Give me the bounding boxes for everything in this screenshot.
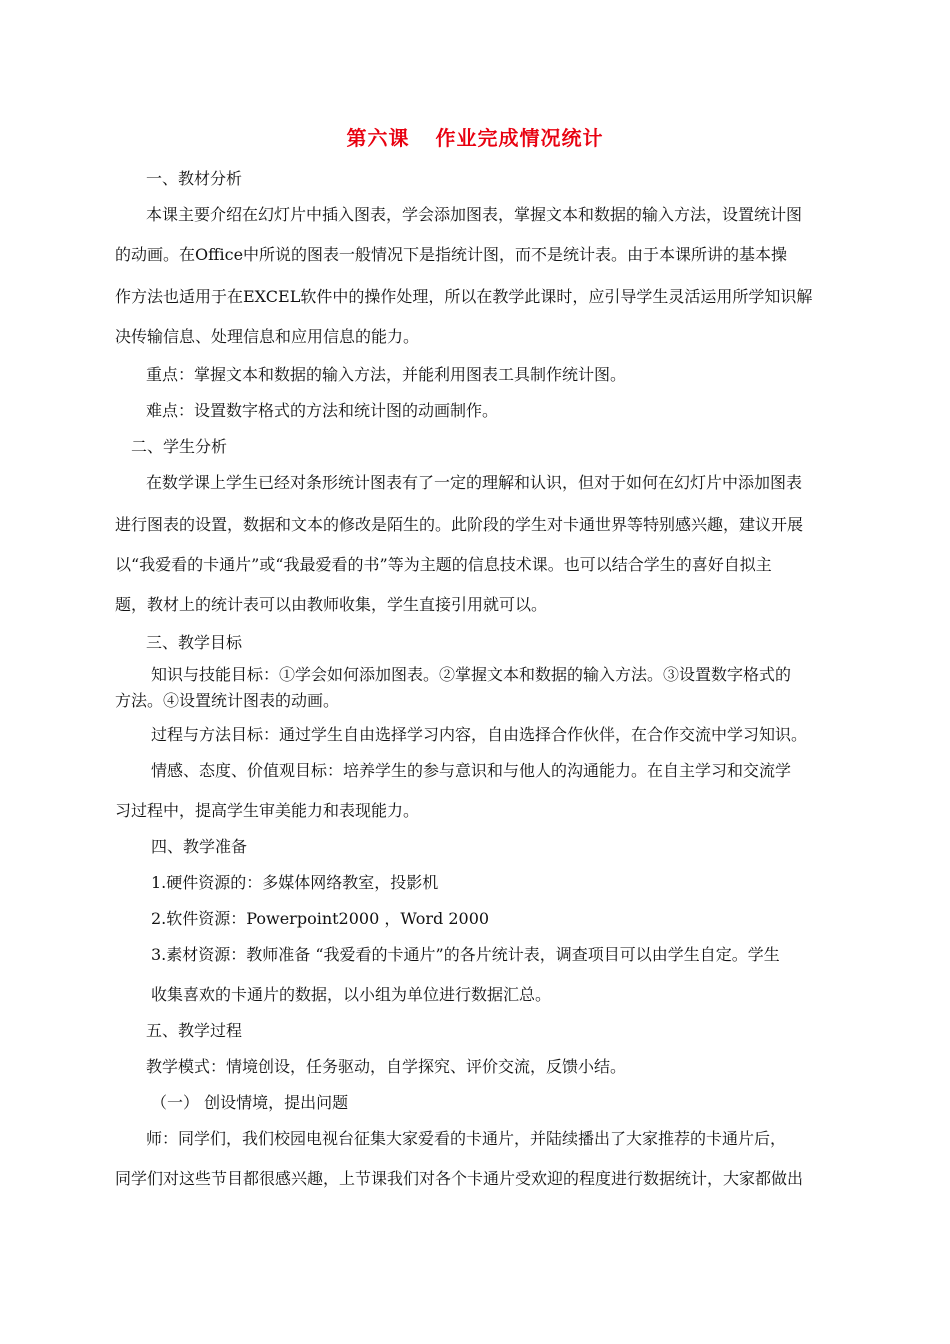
- heading-teaching-process: 五、教学过程: [146, 1021, 243, 1040]
- paragraph-line: 作方法也适用于在EXCEL软件中的操作处理，所以在教学此课时，应引导学生灵活运用所学知识解: [115, 287, 813, 306]
- heading-textbook-analysis: 一、教材分析: [146, 169, 243, 188]
- list-item: 2.软件资源：Powerpoint2000 ，Word 2000: [151, 909, 490, 928]
- paragraph-line: 教学模式：情境创设，任务驱动，自学探究、评价交流，反馈小结。: [146, 1057, 627, 1076]
- subheading: （一） 创设情境，提出问题: [151, 1093, 349, 1112]
- paragraph-line: 方法。④设置统计图表的动画。: [115, 691, 340, 710]
- paragraph-line: 同学们对这些节目都很感兴趣，上节课我们对各个卡通片受欢迎的程度进行数据统计，大家都做出: [115, 1169, 804, 1188]
- paragraph-line: 进行图表的设置，数据和文本的修改是陌生的。此阶段的学生对卡通世界等特别感兴趣，建议开展: [115, 515, 804, 534]
- heading-teaching-goals: 三、教学目标: [146, 633, 243, 652]
- paragraph-line: 知识与技能目标：①学会如何添加图表。②掌握文本和数据的输入方法。③设置数字格式的: [151, 665, 792, 684]
- difficult-point: 难点：设置数字格式的方法和统计图的动画制作。: [146, 401, 499, 420]
- paragraph-line: 在数学课上学生已经对条形统计图表有了一定的理解和认识，但对于如何在幻灯片中添加图表: [146, 473, 803, 492]
- list-item: 1.硬件资源的：多媒体网络教室，投影机: [151, 873, 439, 892]
- paragraph-line: 题，教材上的统计表可以由教师收集，学生直接引用就可以。: [115, 595, 548, 614]
- list-item: 3.素材资源：教师准备 “我爱看的卡通片”的各片统计表，调查项目可以由学生自定。学生: [151, 945, 780, 964]
- heading-student-analysis: 二、学生分析: [131, 437, 228, 456]
- paragraph-line: 收集喜欢的卡通片的数据，以小组为单位进行数据汇总。: [151, 985, 552, 1004]
- paragraph-line: 本课主要介绍在幻灯片中插入图表，学会添加图表，掌握文本和数据的输入方法，设置统计图: [146, 205, 803, 224]
- lesson-number: 第六课: [346, 126, 410, 150]
- lesson-title: [0, 124, 950, 152]
- paragraph-line: 情感、态度、价值观目标：培养学生的参与意识和与他人的沟通能力。在自主学习和交流学: [151, 761, 792, 780]
- key-point: 重点：掌握文本和数据的输入方法，并能利用图表工具制作统计图。: [146, 365, 627, 384]
- paragraph-line: 师：同学们，我们校园电视台征集大家爱看的卡通片，并陆续播出了大家推荐的卡通片后，: [146, 1129, 787, 1148]
- paragraph-line: 习过程中，提高学生审美能力和表现能力。: [115, 801, 420, 820]
- paragraph-line: 以“我爱看的卡通片”或“我最爱看的书”等为主题的信息技术课。也可以结合学生的喜好自拟主: [115, 555, 772, 574]
- paragraph-line: 过程与方法目标：通过学生自由选择学习内容，自由选择合作伙伴，在合作交流中学习知识。: [151, 725, 808, 744]
- paragraph-line: 的动画。在Office中所说的图表一般情况下是指统计图，而不是统计表。由于本课所讲的基本操: [115, 245, 788, 264]
- lesson-topic: 作业完成情况统计: [435, 126, 604, 150]
- paragraph-line: 决传输信息、处理信息和应用信息的能力。: [115, 327, 420, 346]
- heading-teaching-preparation: 四、教学准备: [151, 837, 248, 856]
